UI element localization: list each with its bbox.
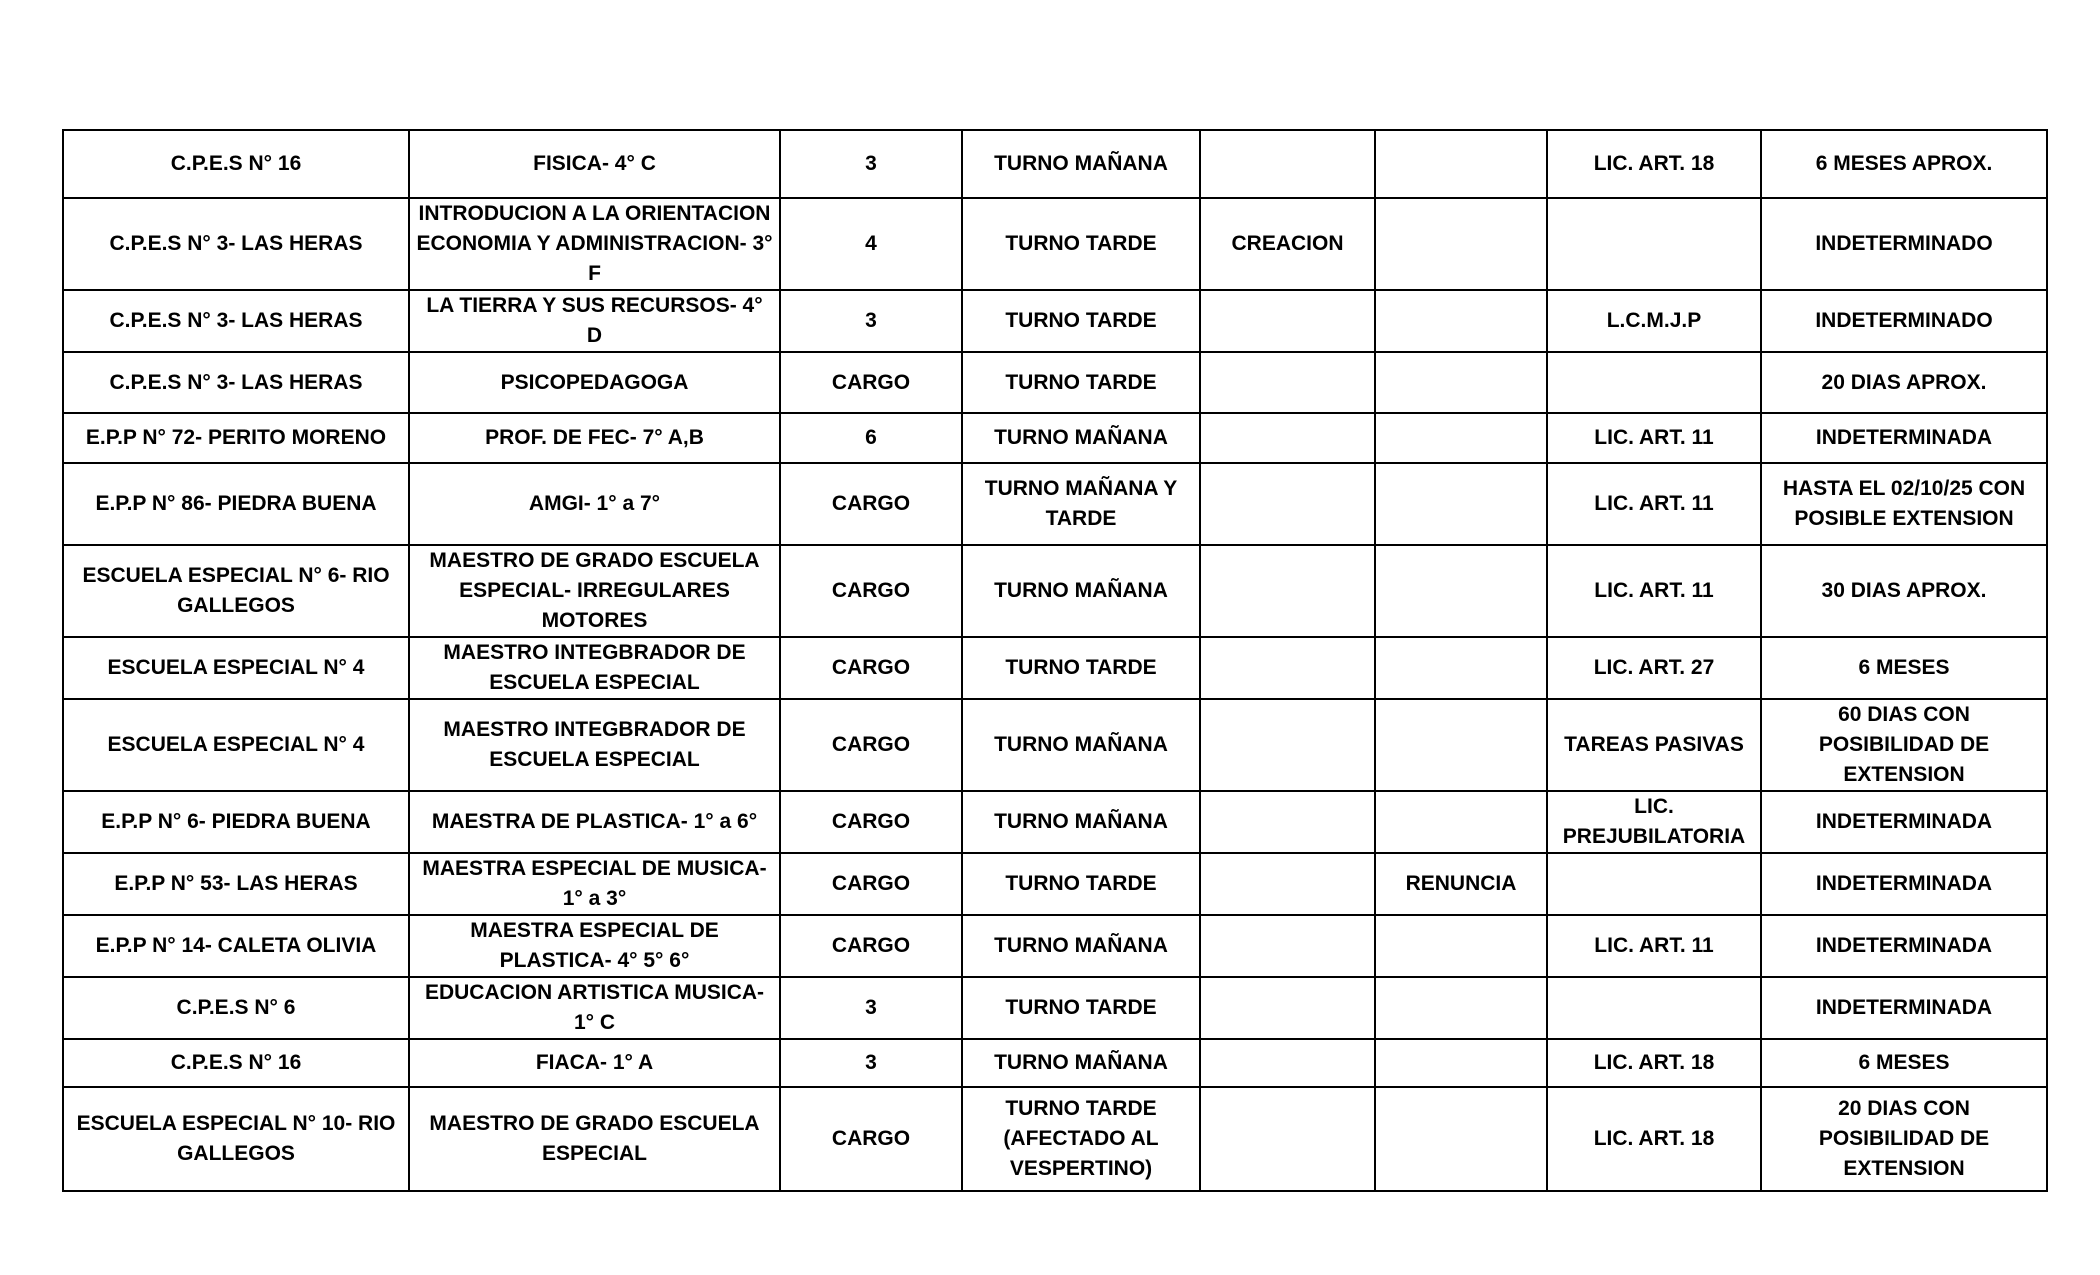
subject-cell: MAESTRA ESPECIAL DE PLASTICA- 4° 5° 6° <box>409 915 780 977</box>
cause-cell <box>1375 1087 1547 1191</box>
reason-cell: TAREAS PASIVAS <box>1547 699 1761 791</box>
subject-cell: MAESTRO INTEGBRADOR DE ESCUELA ESPECIAL <box>409 637 780 699</box>
reason-cell: LIC. ART. 27 <box>1547 637 1761 699</box>
duration-cell: INDETERMINADA <box>1761 915 2047 977</box>
table-row <box>63 977 2047 1039</box>
shift-cell: TURNO TARDE <box>962 198 1200 290</box>
type-cell <box>1200 545 1375 637</box>
table-row <box>63 1039 2047 1087</box>
school-cell: ESCUELA ESPECIAL N° 4 <box>63 699 409 791</box>
type-cell <box>1200 699 1375 791</box>
hours-cell: CARGO <box>780 915 962 977</box>
cause-cell <box>1375 915 1547 977</box>
type-cell <box>1200 130 1375 198</box>
type-cell <box>1200 290 1375 352</box>
subject-cell: MAESTRO DE GRADO ESCUELA ESPECIAL <box>409 1087 780 1191</box>
table-row <box>63 290 2047 352</box>
subject-cell: MAESTRA DE PLASTICA- 1° a 6° <box>409 791 780 853</box>
school-cell: C.P.E.S N° 3- LAS HERAS <box>63 352 409 413</box>
shift-cell: TURNO MAÑANA <box>962 699 1200 791</box>
subject-cell: INTRODUCION A LA ORIENTACION ECONOMIA Y ADMINISTRACION- 3° F <box>409 198 780 290</box>
school-cell: C.P.E.S N° 16 <box>63 1039 409 1087</box>
duration-cell: 6 MESES APROX. <box>1761 130 2047 198</box>
duration-cell: HASTA EL 02/10/25 CON POSIBLE EXTENSION <box>1761 463 2047 545</box>
type-cell <box>1200 463 1375 545</box>
reason-cell: LIC. ART. 11 <box>1547 915 1761 977</box>
school-cell: C.P.E.S N° 3- LAS HERAS <box>63 290 409 352</box>
type-cell <box>1200 1039 1375 1087</box>
subject-cell: MAESTRA ESPECIAL DE MUSICA- 1° a 3° <box>409 853 780 915</box>
type-cell <box>1200 791 1375 853</box>
school-cell: C.P.E.S N° 6 <box>63 977 409 1039</box>
reason-cell: LIC. ART. 18 <box>1547 130 1761 198</box>
cause-cell <box>1375 130 1547 198</box>
duration-cell: 6 MESES <box>1761 637 2047 699</box>
type-cell <box>1200 915 1375 977</box>
subject-cell: FISICA- 4° C <box>409 130 780 198</box>
subject-cell: FIACA- 1° A <box>409 1039 780 1087</box>
hours-cell: 6 <box>780 413 962 463</box>
hours-cell: CARGO <box>780 1087 962 1191</box>
reason-cell: LIC. ART. 18 <box>1547 1039 1761 1087</box>
shift-cell: TURNO TARDE <box>962 290 1200 352</box>
school-cell: E.P.P N° 86- PIEDRA BUENA <box>63 463 409 545</box>
reason-cell: LIC. ART. 18 <box>1547 1087 1761 1191</box>
reason-cell <box>1547 352 1761 413</box>
type-cell <box>1200 853 1375 915</box>
cause-cell <box>1375 791 1547 853</box>
cause-cell: RENUNCIA <box>1375 853 1547 915</box>
duration-cell: INDETERMINADA <box>1761 853 2047 915</box>
hours-cell: 3 <box>780 977 962 1039</box>
duration-cell: INDETERMINADO <box>1761 198 2047 290</box>
hours-cell: CARGO <box>780 853 962 915</box>
shift-cell: TURNO TARDE <box>962 977 1200 1039</box>
table-row <box>63 1087 2047 1191</box>
school-cell: ESCUELA ESPECIAL N° 10- RIO GALLEGOS <box>63 1087 409 1191</box>
school-cell: E.P.P N° 72- PERITO MORENO <box>63 413 409 463</box>
reason-cell <box>1547 198 1761 290</box>
duration-cell: 60 DIAS CON POSIBILIDAD DE EXTENSION <box>1761 699 2047 791</box>
school-cell: E.P.P N° 14- CALETA OLIVIA <box>63 915 409 977</box>
subject-cell: MAESTRO INTEGBRADOR DE ESCUELA ESPECIAL <box>409 699 780 791</box>
subject-cell: PSICOPEDAGOGA <box>409 352 780 413</box>
reason-cell: LIC. PREJUBILATORIA <box>1547 791 1761 853</box>
subject-cell: AMGI- 1° a 7° <box>409 463 780 545</box>
shift-cell: TURNO TARDE (AFECTADO AL VESPERTINO) <box>962 1087 1200 1191</box>
shift-cell: TURNO MAÑANA <box>962 130 1200 198</box>
school-cell: C.P.E.S N° 16 <box>63 130 409 198</box>
hours-cell: CARGO <box>780 545 962 637</box>
school-cell: C.P.E.S N° 3- LAS HERAS <box>63 198 409 290</box>
type-cell <box>1200 413 1375 463</box>
hours-cell: 3 <box>780 1039 962 1087</box>
duration-cell: 20 DIAS CON POSIBILIDAD DE EXTENSION <box>1761 1087 2047 1191</box>
type-cell <box>1200 1087 1375 1191</box>
school-cell: ESCUELA ESPECIAL N° 4 <box>63 637 409 699</box>
cause-cell <box>1375 463 1547 545</box>
shift-cell: TURNO TARDE <box>962 637 1200 699</box>
cause-cell <box>1375 545 1547 637</box>
cause-cell <box>1375 198 1547 290</box>
table-row <box>63 791 2047 853</box>
table-row <box>63 352 2047 413</box>
table-row <box>63 413 2047 463</box>
shift-cell: TURNO MAÑANA <box>962 413 1200 463</box>
cause-cell <box>1375 290 1547 352</box>
table-row <box>63 637 2047 699</box>
table-row <box>63 545 2047 637</box>
reason-cell: LIC. ART. 11 <box>1547 463 1761 545</box>
subject-cell: EDUCACION ARTISTICA MUSICA- 1° C <box>409 977 780 1039</box>
duration-cell: INDETERMINADA <box>1761 977 2047 1039</box>
shift-cell: TURNO TARDE <box>962 853 1200 915</box>
duration-cell: INDETERMINADA <box>1761 791 2047 853</box>
vacancy-table <box>62 129 2048 1192</box>
table-row <box>63 463 2047 545</box>
reason-cell: L.C.M.J.P <box>1547 290 1761 352</box>
subject-cell: PROF. DE FEC- 7° A,B <box>409 413 780 463</box>
shift-cell: TURNO MAÑANA Y TARDE <box>962 463 1200 545</box>
hours-cell: CARGO <box>780 352 962 413</box>
subject-cell: LA TIERRA Y SUS RECURSOS- 4° D <box>409 290 780 352</box>
reason-cell <box>1547 853 1761 915</box>
reason-cell: LIC. ART. 11 <box>1547 413 1761 463</box>
duration-cell: 30 DIAS APROX. <box>1761 545 2047 637</box>
table-row <box>63 130 2047 198</box>
reason-cell <box>1547 977 1761 1039</box>
type-cell <box>1200 352 1375 413</box>
shift-cell: TURNO MAÑANA <box>962 1039 1200 1087</box>
cause-cell <box>1375 413 1547 463</box>
type-cell <box>1200 637 1375 699</box>
type-cell <box>1200 977 1375 1039</box>
hours-cell: 3 <box>780 130 962 198</box>
table-row <box>63 699 2047 791</box>
school-cell: E.P.P N° 53- LAS HERAS <box>63 853 409 915</box>
subject-cell: MAESTRO DE GRADO ESCUELA ESPECIAL- IRREGULARES MOTORES <box>409 545 780 637</box>
shift-cell: TURNO MAÑANA <box>962 791 1200 853</box>
table-row <box>63 853 2047 915</box>
cause-cell <box>1375 977 1547 1039</box>
hours-cell: CARGO <box>780 791 962 853</box>
hours-cell: 4 <box>780 198 962 290</box>
duration-cell: INDETERMINADA <box>1761 413 2047 463</box>
cause-cell <box>1375 352 1547 413</box>
type-cell: CREACION <box>1200 198 1375 290</box>
cause-cell <box>1375 699 1547 791</box>
shift-cell: TURNO MAÑANA <box>962 545 1200 637</box>
hours-cell: CARGO <box>780 463 962 545</box>
shift-cell: TURNO MAÑANA <box>962 915 1200 977</box>
hours-cell: CARGO <box>780 699 962 791</box>
school-cell: ESCUELA ESPECIAL N° 6- RIO GALLEGOS <box>63 545 409 637</box>
duration-cell: 6 MESES <box>1761 1039 2047 1087</box>
shift-cell: TURNO TARDE <box>962 352 1200 413</box>
reason-cell: LIC. ART. 11 <box>1547 545 1761 637</box>
cause-cell <box>1375 637 1547 699</box>
hours-cell: CARGO <box>780 637 962 699</box>
hours-cell: 3 <box>780 290 962 352</box>
duration-cell: 20 DIAS APROX. <box>1761 352 2047 413</box>
cause-cell <box>1375 1039 1547 1087</box>
table-row <box>63 915 2047 977</box>
duration-cell: INDETERMINADO <box>1761 290 2047 352</box>
school-cell: E.P.P N° 6- PIEDRA BUENA <box>63 791 409 853</box>
table-row <box>63 198 2047 290</box>
